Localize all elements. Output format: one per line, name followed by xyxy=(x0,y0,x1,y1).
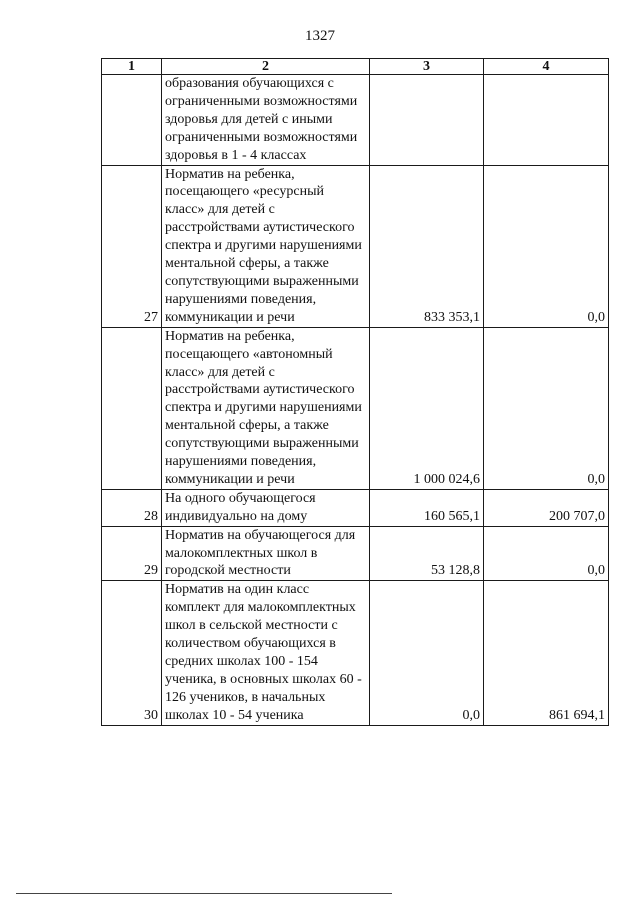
row-number: 28 xyxy=(102,489,162,526)
header-col-1: 1 xyxy=(102,59,162,75)
data-table xyxy=(101,58,609,726)
row-value-col3: 0,0 xyxy=(370,581,484,725)
row-value-col3 xyxy=(370,75,484,166)
row-number: 29 xyxy=(102,526,162,581)
row-description: Норматив на один класс комплект для малокомплектных школ в сельской местности с количеством обучающихся в средних школах 100 - 154 ученика, в основных школах 60 - 126 учеников, в начальных школах 10 - 54 ученика xyxy=(162,581,370,725)
row-value-col3: 53 128,8 xyxy=(370,526,484,581)
row-value-col4: 0,0 xyxy=(484,327,609,489)
row-number xyxy=(102,327,162,489)
row-number xyxy=(102,75,162,166)
footer-divider xyxy=(16,893,392,894)
table-row xyxy=(102,489,609,526)
row-value-col4 xyxy=(484,75,609,166)
table-row xyxy=(102,581,609,725)
header-col-2: 2 xyxy=(162,59,370,75)
table-row xyxy=(102,526,609,581)
row-value-col3: 160 565,1 xyxy=(370,489,484,526)
row-description: Норматив на обучающегося для малокомплектных школ в городской местности xyxy=(162,526,370,581)
row-value-col3: 1 000 024,6 xyxy=(370,327,484,489)
row-value-col4: 0,0 xyxy=(484,165,609,327)
row-value-col3: 833 353,1 xyxy=(370,165,484,327)
row-number: 27 xyxy=(102,165,162,327)
row-value-col4: 861 694,1 xyxy=(484,581,609,725)
row-description: На одного обучающегося индивидуально на дому xyxy=(162,489,370,526)
row-description: образования обучающихся с ограниченными возможностями здоровья для детей с иными ограниченными возможностями здоровья в 1 - 4 классах xyxy=(162,75,370,166)
header-col-4: 4 xyxy=(484,59,609,75)
row-value-col4: 200 707,0 xyxy=(484,489,609,526)
row-value-col4: 0,0 xyxy=(484,526,609,581)
table-row xyxy=(102,75,609,166)
header-row xyxy=(102,59,609,75)
page-number: 1327 xyxy=(305,28,335,44)
row-description: Норматив на ребенка, посещающего «автономный класс» для детей с расстройствами аутистического спектра и другими нарушениями ментальной сферы, а также сопутствующими выраженными нарушениями поведения, коммуникации и речи xyxy=(162,327,370,489)
row-number: 30 xyxy=(102,581,162,725)
table-row xyxy=(102,165,609,327)
table-row xyxy=(102,327,609,489)
row-description: Норматив на ребенка, посещающего «ресурсный класс» для детей с расстройствами аутистического спектра и другими нарушениями ментальной сферы, а также сопутствующими выраженными нарушениями поведения, коммуникации и речи xyxy=(162,165,370,327)
header-col-3: 3 xyxy=(370,59,484,75)
